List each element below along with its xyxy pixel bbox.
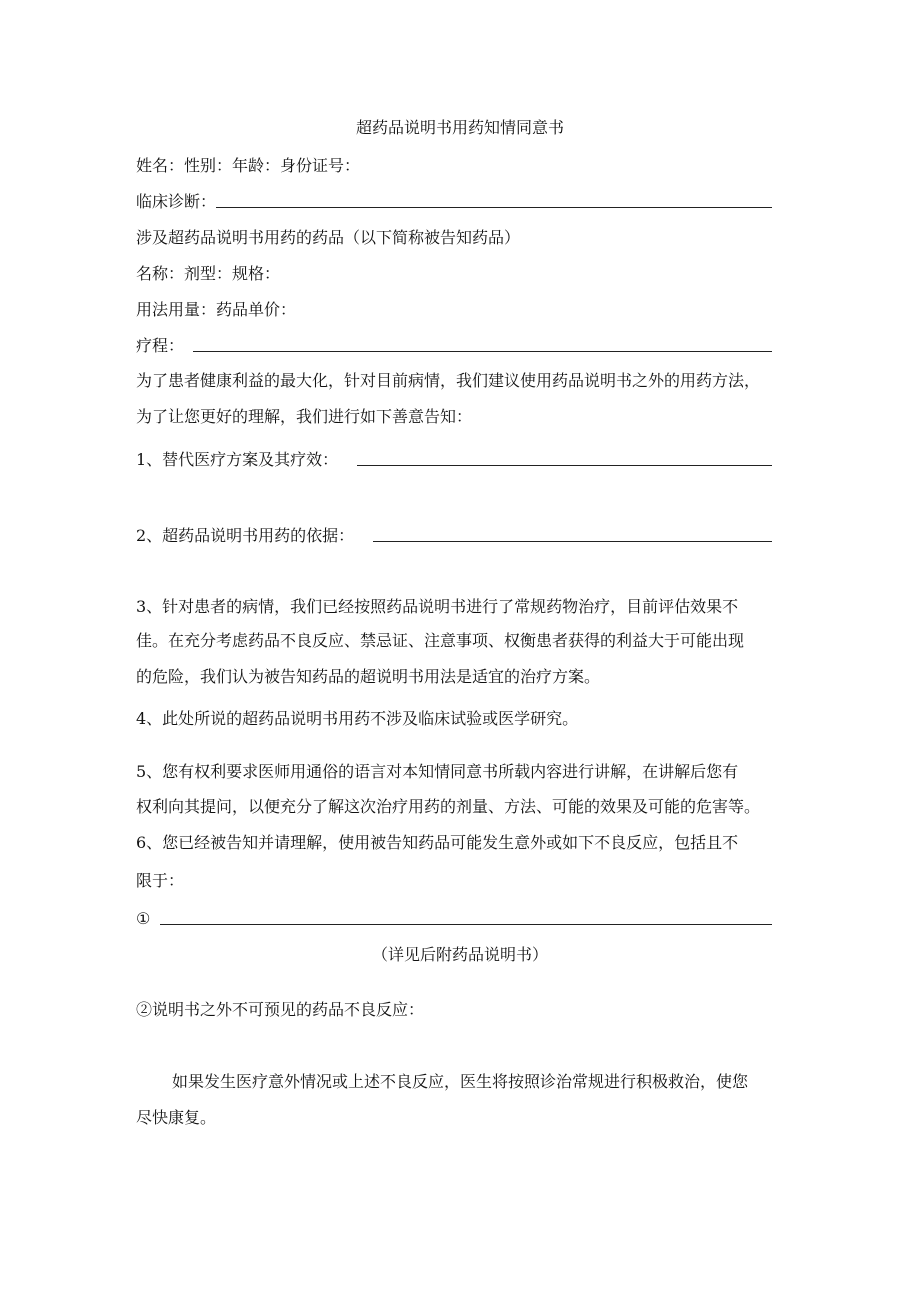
drug-intro-line: 涉及超药品说明书用药的药品（以下简称被告知药品）: [136, 228, 521, 247]
drug-name-line: 名称：剂型：规格：: [136, 264, 281, 283]
item-3-line-2: 佳。在充分考虑药品不良反应、禁忌证、注意事项、权衡患者获得的利益大于可能出现: [136, 631, 745, 650]
sub-item-1-note: （详见后附药品说明书）: [371, 945, 548, 964]
sub-item-2: ②说明书之外不可预见的药品不良反应：: [136, 1000, 425, 1019]
item-3-line-1: 3、针对患者的病情，我们已经按照药品说明书进行了常规药物治疗，目前评估效果不: [136, 597, 739, 616]
item-6-line-2: 限于：: [136, 871, 185, 890]
item-1-label: 1、替代医疗方案及其疗效：: [136, 450, 339, 469]
intro-paragraph-line-1: 为了患者健康利益的最大化，针对目前病情，我们建议使用药品说明书之外的用药方法，: [136, 371, 761, 390]
sub-item-1-label: ①: [136, 909, 151, 928]
closing-line-2: 尽快康复。: [136, 1108, 217, 1127]
clinical-diagnosis-blank: [216, 207, 772, 208]
item-2-label: 2、超药品说明书用药的依据：: [136, 526, 355, 545]
item-5-line-2: 权利向其提问，以便充分了解这次治疗用药的剂量、方法、可能的效果及可能的危害等。: [136, 797, 761, 816]
item-1-blank: [357, 465, 772, 466]
closing-line-1: 如果发生医疗意外情况或上述不良反应，医生将按照诊治常规进行积极救治，使您: [172, 1072, 749, 1091]
intro-paragraph-line-2: 为了让您更好的理解，我们进行如下善意告知：: [136, 407, 473, 426]
usage-line: 用法用量：药品单价：: [136, 300, 297, 319]
course-label: 疗程：: [136, 336, 185, 355]
item-6-line-1: 6、您已经被告知并请理解，使用被告知药品可能发生意外或如下不良反应，包括且不: [136, 833, 739, 852]
item-5-line-1: 5、您有权利要求医师用通俗的语言对本知情同意书所载内容进行讲解，在讲解后您有: [136, 762, 739, 781]
patient-info-line: 姓名：性别：年龄：身份证号：: [136, 156, 361, 175]
item-2-blank: [373, 541, 772, 542]
clinical-diagnosis-label: 临床诊断：: [136, 192, 217, 211]
document-title: 超药品说明书用药知情同意书: [355, 118, 564, 137]
item-3-line-3: 的危险，我们认为被告知药品的超说明书用法是适宜的治疗方案。: [136, 667, 601, 686]
course-blank: [193, 351, 772, 352]
item-4: 4、此处所说的超药品说明书用药不涉及临床试验或医学研究。: [136, 709, 579, 728]
sub-item-1-blank: [160, 924, 772, 925]
